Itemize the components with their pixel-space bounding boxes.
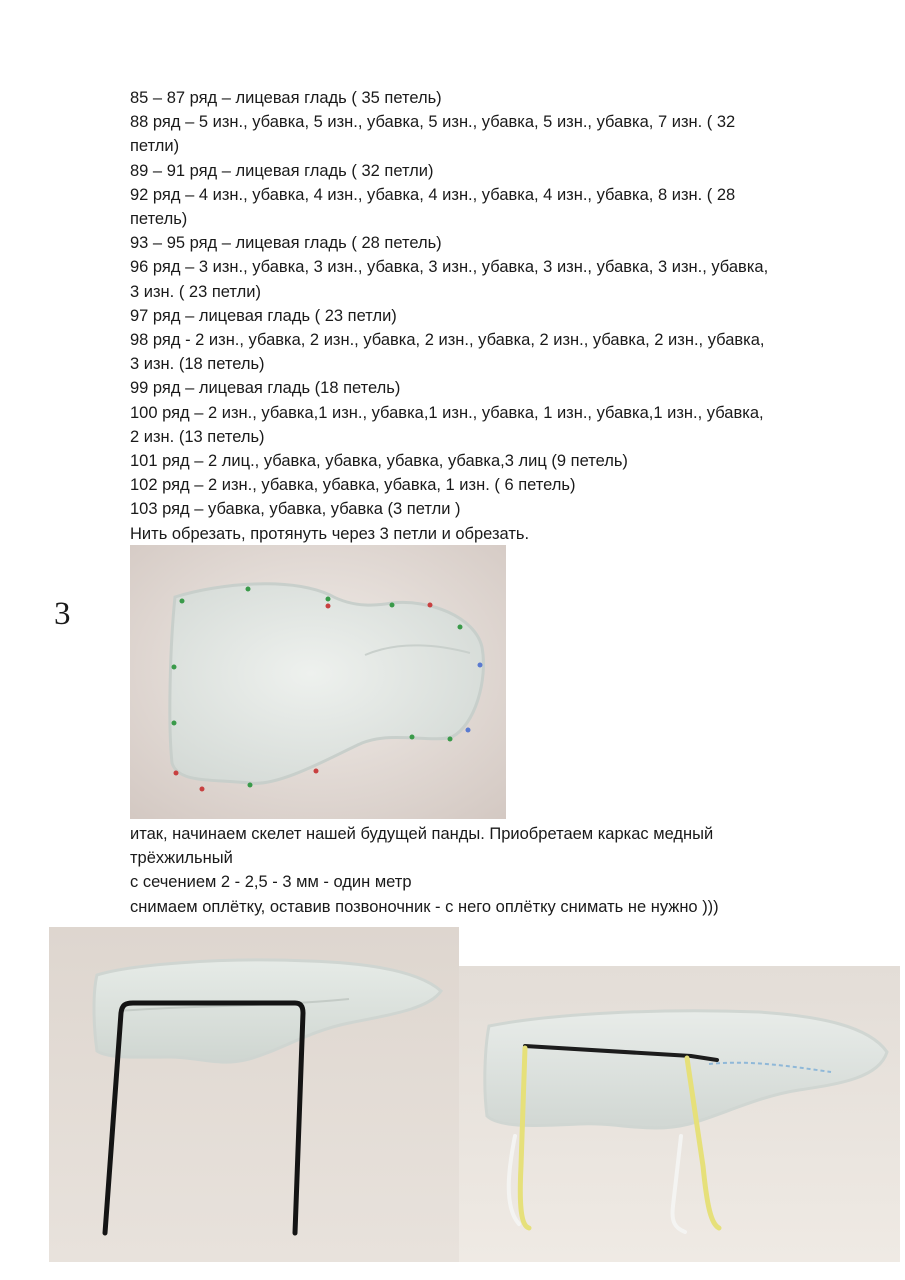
instruction-line: 99 ряд – лицевая гладь (18 петель) [130, 379, 401, 398]
instruction-line: 97 ряд – лицевая гладь ( 23 петли) [130, 306, 397, 325]
instruction-line: 102 ряд – 2 изн., убавка, убавка, убавка, 1 изн. ( 6 петель) [130, 476, 576, 495]
instruction-line: 100 ряд – 2 изн., убавка,1 изн., убавка,1 изн., убавка, 1 изн., убавка,1 изн., убавка, [130, 403, 764, 422]
instruction-line: петель) [130, 210, 188, 229]
caption-line: итак, начинаем скелет нашей будущей панды. Приобретаем каркас медный [130, 825, 714, 843]
instruction-line: 92 ряд – 4 изн., убавка, 4 изн., убавка, 4 изн., убавка, 4 изн., убавка, 8 изн. ( 28 [130, 185, 736, 204]
instruction-line: 3 изн. (18 петель) [130, 355, 265, 374]
instruction-line: 85 – 87 ряд – лицевая гладь ( 35 петель) [130, 89, 442, 107]
knitting-instructions [130, 86, 850, 546]
wrapped-frame-photo [459, 966, 900, 1262]
instruction-line: 3 изн. ( 23 петли) [130, 282, 261, 301]
instruction-line: 96 ряд – 3 изн., убавка, 3 изн., убавка, 3 изн., убавка, 3 изн., убавка, 3 изн., убавка, [130, 258, 769, 277]
page-number: 3 [54, 596, 71, 632]
instruction-line: 88 ряд – 5 изн., убавка, 5 изн., убавка, 5 изн., убавка, 5 изн., убавка, 7 изн. ( 32 [130, 113, 736, 132]
instruction-line: 101 ряд – 2 лиц., убавка, убавка, убавка, убавка,3 лиц (9 петель) [130, 452, 628, 471]
instruction-line: 98 ряд - 2 изн., убавка, 2 изн., убавка, 2 изн., убавка, 2 изн., убавка, 2 изн., убавка, [130, 331, 765, 350]
instruction-line: 93 – 95 ряд – лицевая гладь ( 28 петель) [130, 234, 442, 253]
caption-line: с сечением 2 - 2,5 - 3 мм - один метр [130, 873, 412, 892]
instruction-line: 2 изн. (13 петель) [130, 427, 265, 446]
wire-frame-photo [49, 927, 459, 1262]
frame-caption [130, 822, 830, 919]
caption-line: трёхжильный [130, 849, 233, 868]
instruction-line: 103 ряд – убавка, убавка, убавка (3 петли ) [130, 500, 461, 519]
knitted-piece-photo [130, 545, 506, 819]
instruction-line: Нить обрезать, протянуть через 3 петли и обрезать. [130, 524, 530, 543]
caption-line: снимаем оплётку, оставив позвоночник - с него оплётку снимать не нужно ))) [130, 897, 719, 916]
instruction-line: петли) [130, 137, 180, 156]
instruction-line: 89 – 91 ряд – лицевая гладь ( 32 петли) [130, 161, 434, 180]
